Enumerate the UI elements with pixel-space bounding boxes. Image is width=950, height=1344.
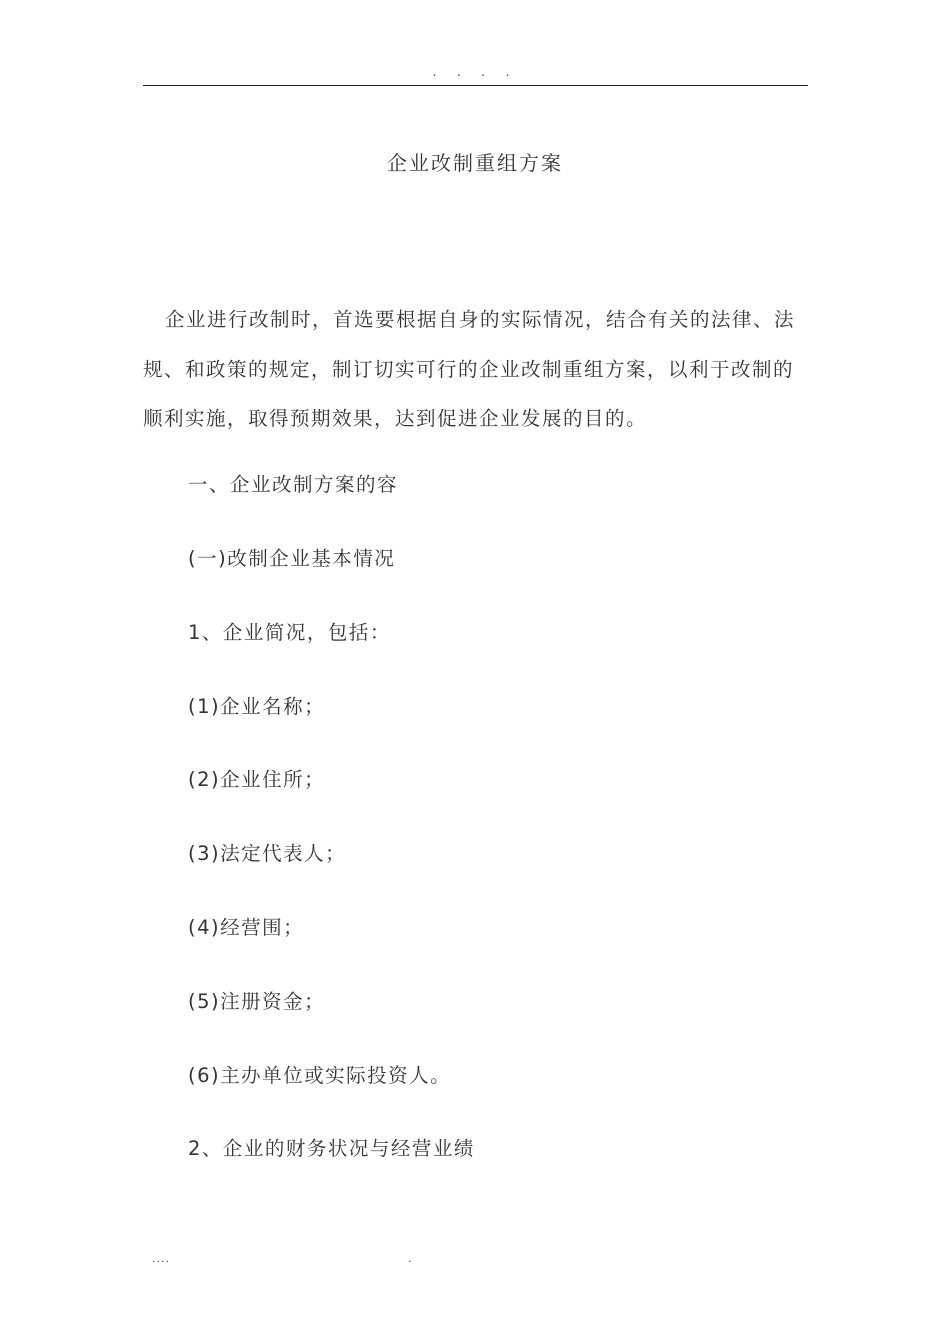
list-item: (2)企业住所； (188, 768, 326, 791)
document-title: 企业改制重组方案 (387, 151, 563, 175)
footer-dots-left: .... (152, 1252, 170, 1265)
subsection-heading: (一)改制企业基本情况 (188, 547, 396, 570)
list-item: (6)主办单位或实际投资人。 (188, 1064, 452, 1087)
intro-paragraph: 企业进行改制时，首选要根据自身的实际情况，结合有关的法律、法规、和政策的规定，制订切实可行的企业改制重组方案，以利于改制的顺利实施，取得预期效果，达到促进企业发展的目的。 (143, 308, 796, 430)
section-heading: 一、企业改制方案的容 (188, 473, 399, 496)
list-item: 1、企业简况，包括： (188, 621, 391, 644)
footer-dot-mid: . (408, 1252, 412, 1265)
header-dots: . . . . (432, 65, 518, 80)
list-item: (3)法定代表人； (188, 842, 347, 865)
list-item: (4)经营围； (188, 916, 305, 939)
list-item: 2、企业的财务状况与经营业绩 (188, 1137, 475, 1160)
header-rule (143, 85, 808, 86)
list-item: (1)企业名称； (188, 695, 326, 718)
list-item: (5)注册资金； (188, 990, 326, 1013)
